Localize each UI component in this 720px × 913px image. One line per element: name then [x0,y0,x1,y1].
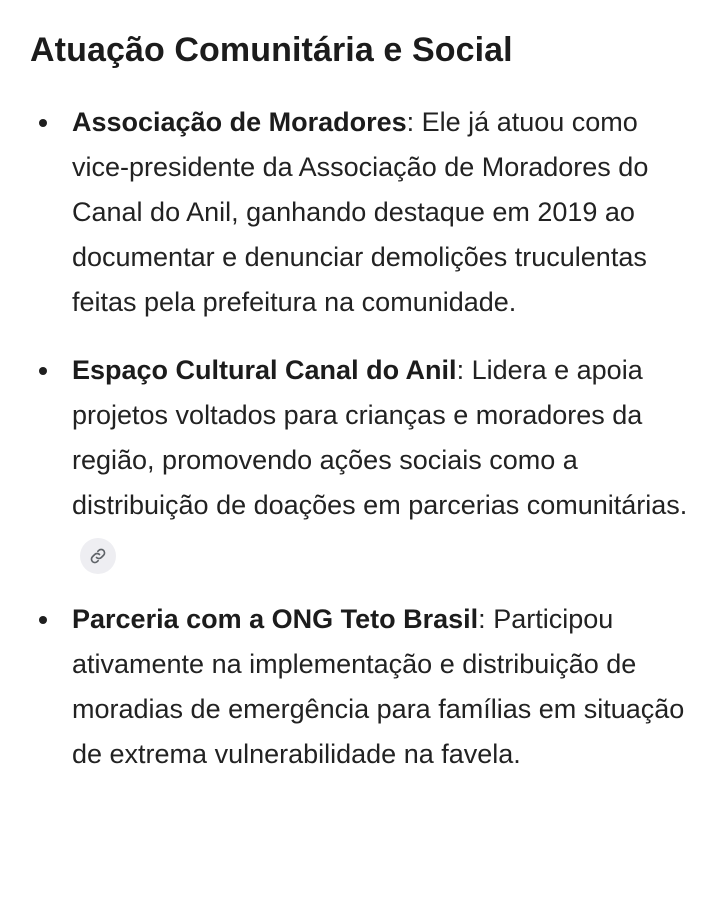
item-text: Lidera e apoia projetos voltados para crianças e moradores da região, promovendo ações sociais como a distribuição de doações em parcerias comunitárias. [72,355,688,520]
section-title: Atuação Comunitária e Social [30,31,513,69]
list-item [30,100,690,325]
item-separator: : [478,604,486,634]
item-separator: : [406,107,415,137]
list-item [30,348,690,574]
list-item [30,597,690,777]
link-icon [89,547,107,565]
item-title: Associação de Moradores [72,107,407,137]
item-title: Espaço Cultural Canal do Anil [72,355,457,385]
item-text: Participou ativamente na implementação e distribuição de moradias de emergência para famílias em situação de extrema vulnerabilidade na favela. [72,604,685,769]
item-title: Parceria com a ONG Teto Brasil [72,604,479,634]
bullet-list [30,100,690,800]
content-section [30,24,690,769]
item-separator: : [456,355,465,385]
item-text: Ele já atuou como vice-presidente da Associação de Moradores do Canal do Anil, ganhando destaque em 2019 ao documentar e denunciar demolições truculentas feitas pela prefeitura na comunidade. [72,107,649,317]
source-link-button[interactable] [80,538,116,574]
